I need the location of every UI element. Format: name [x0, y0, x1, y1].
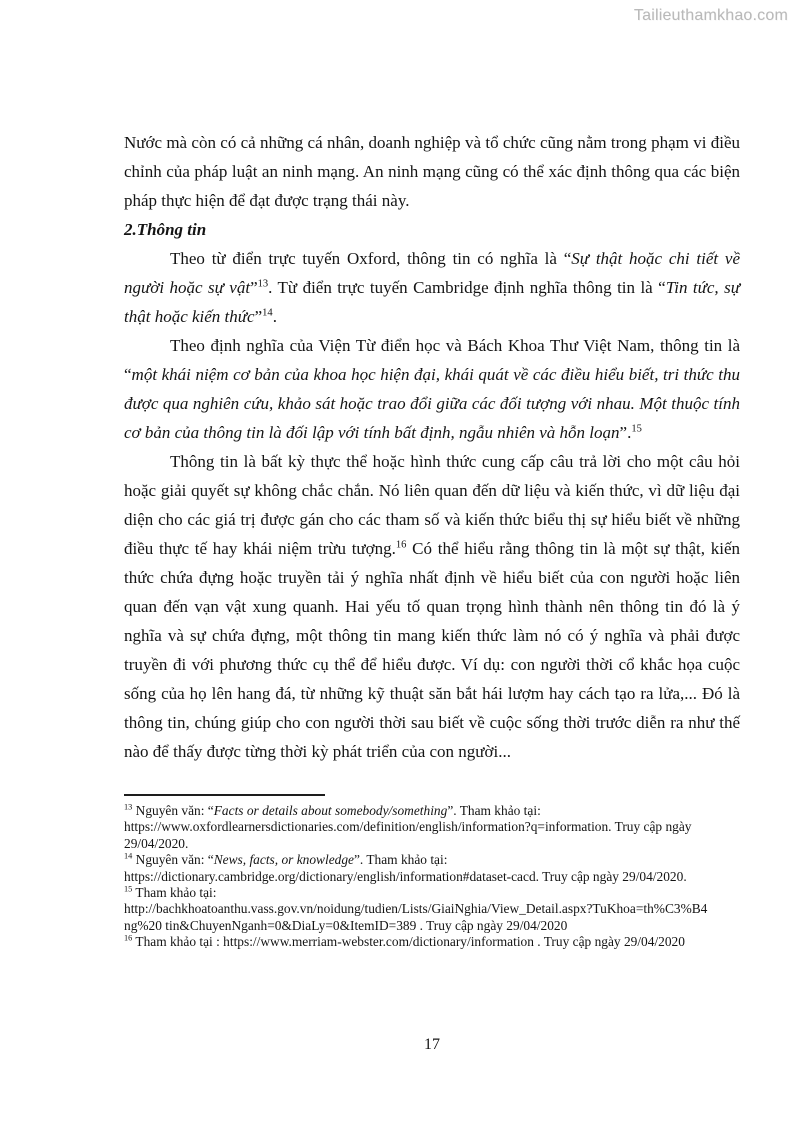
text-run: .	[272, 307, 277, 326]
text-run: https://dictionary.cambridge.org/dictionary/english/information#dataset-cacd. Truy cập ngày 29/04/2020.	[124, 868, 687, 884]
footnotes-section	[124, 794, 740, 951]
text-run: ”. Tham khảo tại:	[353, 852, 448, 868]
footnote-ref: 16	[395, 539, 407, 551]
text-run: ”	[250, 278, 258, 297]
text-run: Sự thật hoặc chi tiết về người hoặc sự vật	[124, 249, 740, 297]
text-run: News, facts, or knowledge	[213, 852, 354, 868]
footnote-ref: 14	[262, 307, 273, 319]
footnote-separator	[124, 794, 325, 796]
footnote-number: 14	[124, 851, 133, 861]
footnote-line	[124, 836, 740, 852]
section-heading	[124, 215, 740, 244]
paragraph	[124, 447, 740, 766]
text-run: http://bachkhoatoanthu.vass.gov.vn/noidung/tudien/Lists/GiaiNghia/View_Detail.aspx?TuKhoa=th%C3%B4	[124, 901, 708, 917]
text-run: ”	[254, 307, 263, 326]
text-run: một khái niệm cơ bản của khoa học hiện đại, khái quát về các điều hiểu biết, tri thức thu được qua nghiên cứu, khảo sát hoặc trao đổi giữa các đối tượng với nhau. Một thuộc tính cơ bản của thông tin là đối lập với tính bất định, ngẫu nhiên và hỗn loạn	[124, 365, 740, 442]
text-run: Thông tin là bất kỳ thực thể hoặc hình thức cung cấp câu trả lời cho một câu hỏi hoặc giải quyết sự không chắc chắn. Nó liên quan đến dữ liệu và kiến thức, vì dữ liệu đại diện cho các giá trị được gán cho các tham số và kiến thức biểu thị sự hiểu biết về những điều thực tế hay khái niệm trừu tượng.	[124, 452, 740, 558]
footnote-number: 15	[124, 884, 133, 894]
footnote-line	[124, 934, 740, 950]
document-content	[124, 128, 740, 951]
text-run: Theo từ điển trực tuyến Oxford, thông tin có nghĩa là “	[170, 249, 572, 268]
footnote-line	[124, 869, 740, 885]
text-run: Facts or details about somebody/something	[213, 803, 448, 818]
text-run: Tham khảo tại : https://www.merriam-webster.com/dictionary/information . Truy cập ngày 29/04/2020	[135, 934, 685, 950]
paragraph	[124, 128, 740, 215]
text-run: 2.Thông tin	[124, 220, 207, 239]
footnote-ref: 15	[631, 423, 642, 435]
text-run: Tin tức, sự thật hoặc kiến thức	[124, 278, 741, 326]
body-paragraphs	[124, 128, 740, 766]
watermark: Tailieuthamkhao.com	[633, 7, 788, 24]
footnote-number: 16	[124, 933, 133, 943]
text-run: Theo định nghĩa của Viện Từ điển học và Bách Khoa Thư Việt Nam, thông tin là “	[124, 336, 740, 384]
paragraph	[124, 331, 740, 447]
text-run: Có thể hiểu rằng thông tin là một sự thật, kiến thức chứa đựng hoặc truyền tải ý nghĩa nhất định về hiểu biết của con người hoặc liên quan đến vạn vật xung quanh. Hai yếu tố quan trọng hình thành nên thông tin đó là ý nghĩa và sự chứa đựng, một thông tin mang kiến thức làm nó có ý nghĩa và phải được truyền đi với phương thức cụ thể để hiểu được. Ví dụ: con người thời cổ khắc họa cuộc sống của họ lên hang đá, từ những kỹ thuật săn bắt hái lượm hay cách tạo ra lửa,... Đó là thông tin, chúng giúp cho con người thời sau biết về cuộc sống thời trước diễn ra như thế nào để thấy được từng thời kỳ phát triển của con người...	[124, 539, 740, 761]
text-run: Tham khảo tại:	[135, 885, 217, 901]
footnote-line	[124, 819, 740, 835]
paragraph	[124, 244, 740, 331]
footnote-line	[124, 901, 740, 917]
text-run: Nước mà còn có cả những cá nhân, doanh nghiệp và tổ chức cũng nằm trong phạm vi điều chỉnh của pháp luật an ninh mạng. An ninh mạng cũng có thể xác định thông qua các biện pháp thực hiện để đạt được trạng thái này.	[124, 133, 740, 210]
text-run: ng%20 tin&ChuyenNganh=0&DiaLy=0&ItemID=389 . Truy cập ngày 29/04/2020	[124, 917, 568, 933]
footnote-ref: 13	[257, 278, 269, 290]
text-run: 29/04/2020.	[124, 835, 189, 851]
footnote-line	[124, 852, 740, 868]
footnote-line	[124, 918, 740, 934]
text-run: Nguyên văn: “	[135, 803, 214, 818]
footnote-number: 13	[124, 802, 133, 812]
footnote-line	[124, 803, 740, 819]
footnotes-list	[124, 803, 740, 951]
text-run: . Từ điển trực tuyến Cambridge định nghĩa thông tin là “	[268, 278, 666, 297]
page-number: 17	[424, 1036, 440, 1053]
text-run: Nguyên văn: “	[135, 852, 214, 868]
footnote-line	[124, 885, 740, 901]
text-run: ”.	[619, 423, 632, 442]
text-run: https://www.oxfordlearnersdictionaries.com/definition/english/information?q=information. Truy cập ngày	[124, 819, 692, 835]
text-run: ”. Tham khảo tại:	[447, 803, 541, 818]
